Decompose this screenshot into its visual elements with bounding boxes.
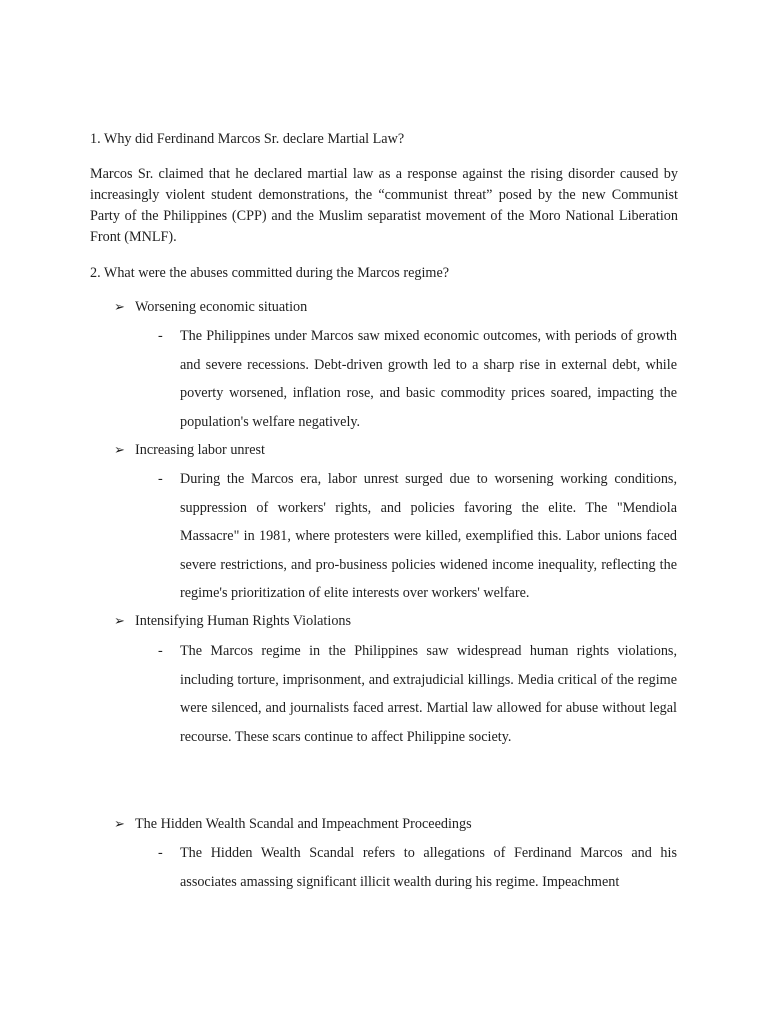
bullet-labor-text: During the Marcos era, labor unrest surged due to worsening working conditions, suppression of workers' rights, and policies favoring the elite. The "Mendiola Massacre" in 1981, where protesters were killed, exemplified this. Labor unions faced severe restrictions, and pro-business policies widened income inequality, reflecting the regime's prioritization of elite interests over workers' welfare. [180, 471, 677, 601]
arrow-bullet-icon: ➢ [114, 300, 125, 315]
dash-marker: - [158, 471, 163, 487]
bullet-hidden-wealth-text: The Hidden Wealth Scandal refers to allegations of Ferdinand Marcos and his associates amassing significant illicit wealth during his regime. Impeachment [180, 845, 677, 890]
bullet-title: Worsening economic situation [135, 299, 308, 315]
answer-1-paragraph: Marcos Sr. claimed that he declared martial law as a response against the rising disorder caused by increasingly violent student demonstrations, the “communist threat” posed by the new Communist Party of the Philippines (CPP) and the Muslim separatist movement of the Moro National Liberation Front (MNLF). [90, 166, 678, 245]
bullet-title: The Hidden Wealth Scandal and Impeachment Proceedings [135, 816, 472, 832]
arrow-bullet-icon: ➢ [114, 443, 125, 458]
bullet-title: Intensifying Human Rights Violations [135, 613, 352, 629]
bullet-economic [114, 297, 307, 318]
bullet-economic-text: The Philippines under Marcos saw mixed economic outcomes, with periods of growth and severe recessions. Debt-driven growth led to a sharp rise in external debt, while poverty worsened, inflation rose, and basic commodity prices soared, impacting the population's welfare negatively. [180, 328, 677, 430]
question-1: 1. Why did Ferdinand Marcos Sr. declare Martial Law? [90, 131, 405, 147]
question-2: 2. What were the abuses committed during the Marcos regime? [90, 265, 450, 281]
bullet-human-rights-text: The Marcos regime in the Philippines saw widespread human rights violations, including torture, imprisonment, and extrajudicial killings. Media critical of the regime were silenced, and journalists faced arrest. Martial law allowed for abuse without legal recourse. These scars continue to affect Philippine society. [180, 643, 677, 745]
bullet-title: Increasing labor unrest [135, 442, 266, 458]
bullet-human-rights [114, 611, 351, 632]
bullet-hidden-wealth [114, 814, 472, 835]
arrow-bullet-icon: ➢ [114, 817, 125, 832]
bullet-labor [114, 440, 265, 461]
dash-marker: - [158, 328, 163, 344]
arrow-bullet-icon: ➢ [114, 614, 125, 629]
dash-marker: - [158, 643, 163, 659]
dash-marker: - [158, 845, 163, 861]
